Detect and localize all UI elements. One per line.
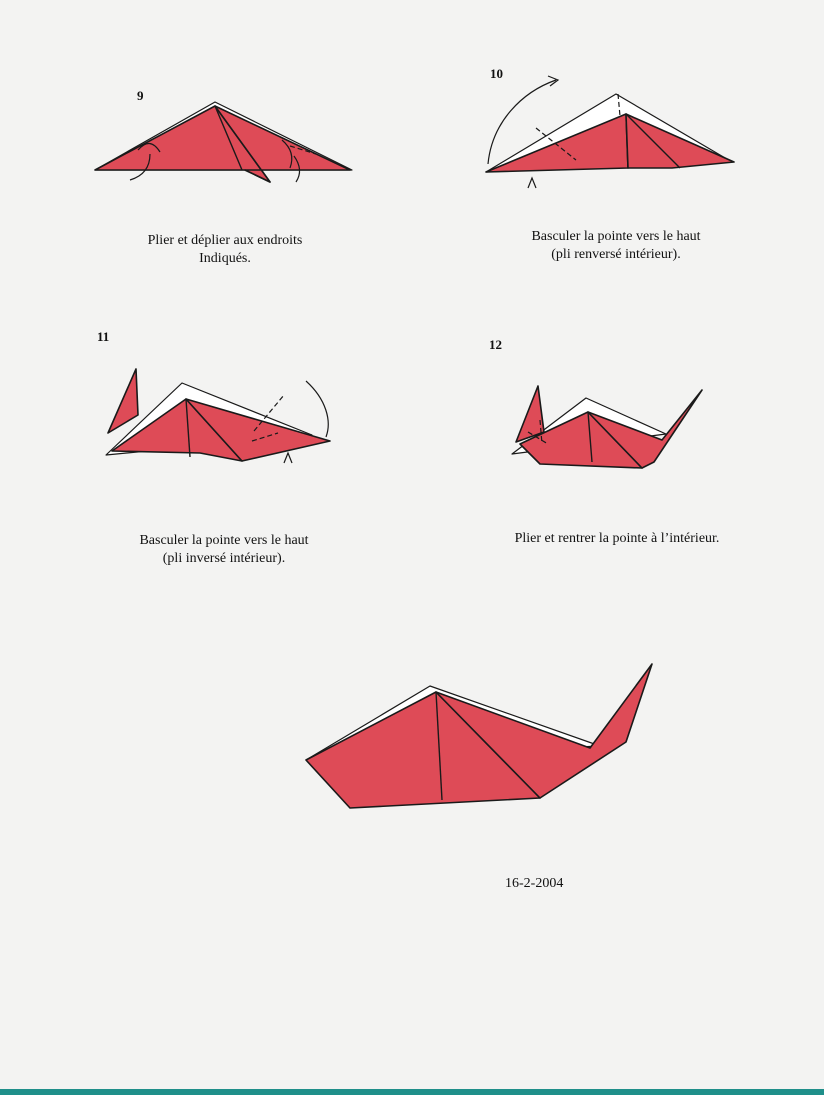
- document-date: 16-2-2004: [505, 876, 564, 891]
- step-9-caption: [120, 232, 330, 268]
- step-11-caption: [110, 532, 338, 568]
- step-number-12: 12: [489, 337, 502, 352]
- caption-line: (pli inversé intérieur).: [162, 551, 286, 566]
- step-number-10: 10: [490, 66, 503, 81]
- caption-line: Basculer la pointe vers le haut: [139, 533, 309, 548]
- step-10-diagram: [482, 72, 742, 192]
- scan-edge: [0, 1089, 824, 1095]
- step-9-diagram: [90, 98, 360, 193]
- caption-line: Plier et rentrer la pointe à l’intérieur.: [514, 531, 720, 546]
- step-number-9: 9: [137, 88, 144, 103]
- step-11-diagram: [100, 365, 340, 475]
- caption-line: Plier et déplier aux endroits: [147, 233, 303, 248]
- step-10-caption: [500, 228, 732, 264]
- step-number-11: 11: [97, 329, 110, 344]
- step-12-caption: [490, 530, 744, 548]
- caption-line: Basculer la pointe vers le haut: [531, 229, 701, 244]
- final-model-diagram: [300, 660, 660, 812]
- step-12-diagram: [500, 380, 710, 480]
- caption-line: (pli renversé intérieur).: [551, 247, 681, 262]
- caption-line: Indiqués.: [199, 251, 251, 266]
